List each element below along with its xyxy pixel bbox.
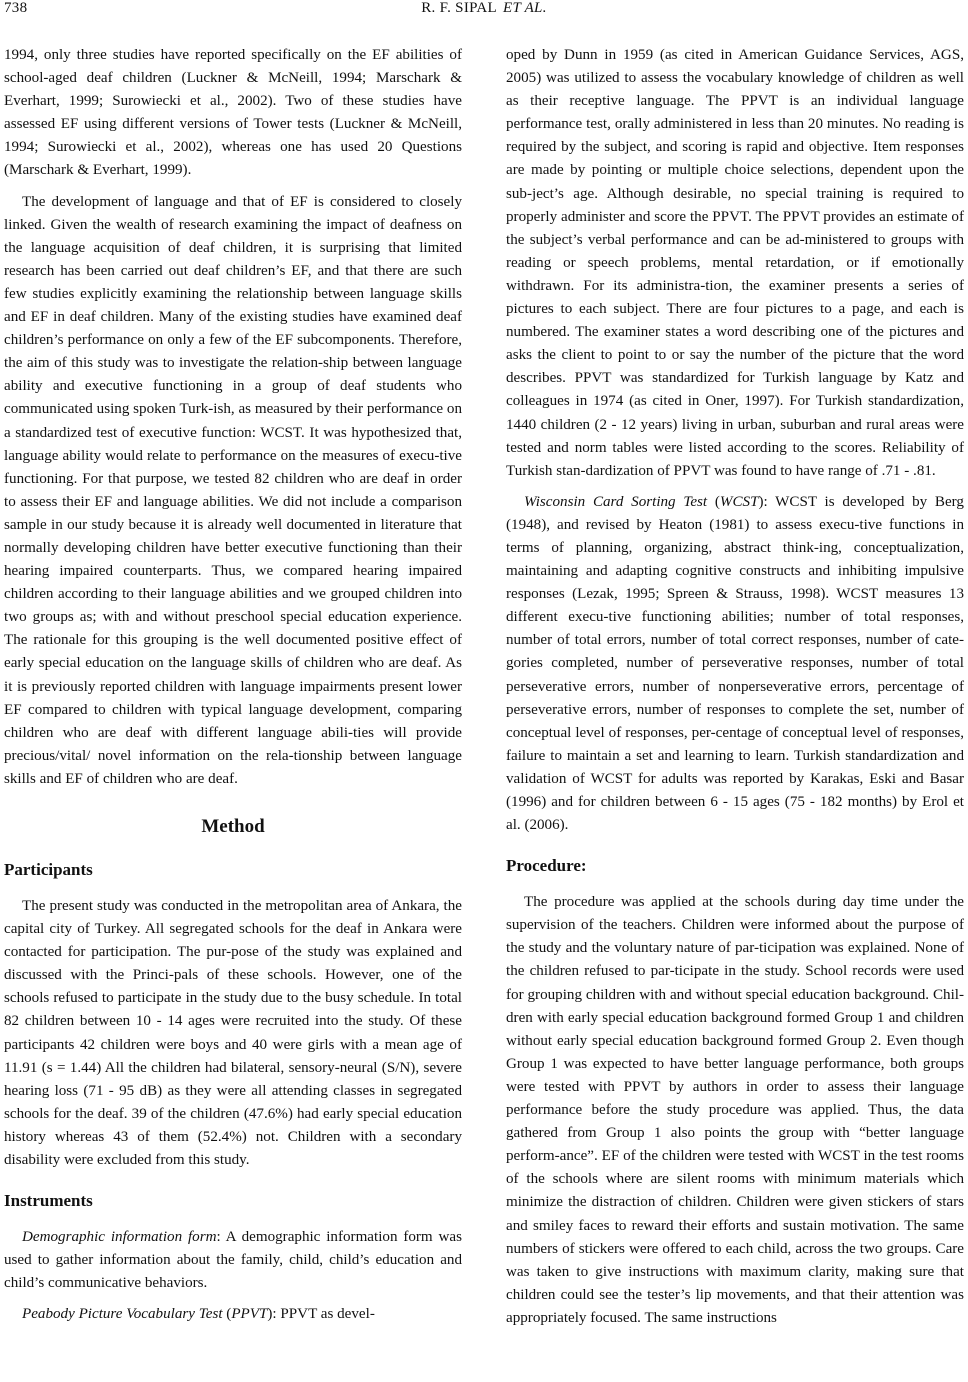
paragraph-procedure: The procedure was applied at the schools during day time under the supervision of the teachers. Children were informed about the purpose of the study and the voluntary nature of par-ticipation was explained. None of the children refused to par-ticipate in the study. School records were used for grouping children with and without special education background. Chil-dren with early special education background formed Group 1 and children without early special education background formed Group 2. Even though Group 1 was expected to have better language performance, both groups were tested with PPVT by authors in order to assess their language performance before the study procedure was applied. Thus, the data gathered from Group 1 also points the group with “better language perform-ance”. EF of the children were tested with WCST in the test rooms of the schools where are silent rooms with minimum materials which minimize the distraction of children. Children were given stickers of stars and smiley faces to reward their efforts and sustain motivation. The same numbers of stickers were offered to each child, across the two groups. Care was taken to give instructions with maximum clarity, making sure that children could see the tester’s lip movements, and that their attention was appropriately focused. The same instructions — [506, 894, 964, 1326]
wcst-abbr: WCST — [719, 493, 759, 510]
left-column — [4, 44, 462, 1335]
paragraph-ppvt-start — [4, 1303, 462, 1326]
author-etal: ET AL. — [502, 0, 547, 16]
author-name: R. F. SIPAL — [421, 0, 497, 16]
paragraph-wcst — [506, 491, 964, 837]
demographic-form-text: : A demographic information form was used to gather information about the family, child, child’s education and child’s communicative behaviors. — [4, 1229, 462, 1292]
participants-heading: Participants — [4, 860, 93, 879]
running-head-authors — [0, 0, 968, 17]
paragraph-ppvt-continued: oped by Dunn in 1959 (as cited in American Guidance Services, AGS, 2005) was utilized to assess the vocabulary knowledge of children as well as their receptive language. The PPVT is an individual language performance test, orally administered in less than 20 minutes. No reading is required by the subject, and scoring is rapid and objective. Item responses are made by pointing or multiple choice selections, dependent upon the sub-ject’s age. Although desirable, no special training is required to properly administer and score the PPVT. The PPVT provides an estimate of the subject’s verbal performance and can be ad-ministered to groups with reading or speech problems, mental retardation, or if emotionally withdrawn. For its administra-tion, the examiner presents a series of pictures to each subject. There are four pictures to a page, and each is numbered. The examiner states a word describing one of the pictures and asks the client to point to or say the number of the picture that the word describes. PPVT was standardized for Turkish language by Katz and colleagues in 1974 (as cited in Oner, 1997). For Turkish standardization, 1440 children (2 - 12 years) living in urban, suburban and rural areas were tested and norm tables were listed according to the scores. Reliability of Turkish stan-dardization of PPVT was found to have range of .71 - .81. — [506, 47, 964, 479]
method-heading: Method — [201, 816, 265, 837]
ppvt-title: Peabody Picture Vocabulary Test — [22, 1306, 223, 1323]
ppvt-abbr: PPVT — [231, 1306, 268, 1323]
wcst-text: ): WCST is developed by Berg (1948), and revised by Heaton (1981) to assess execu-tive functions in terms of planning, organizing, abstract think-ing, conceptualization, maintaining and adapting cognitive constructs and inhibiting impulsive responses (Lezak, 1995; Spreen & Strauss, 1998). WCST measures 13 different execu-tive functioning abilities; number of total responses, number of total errors, number of total correct responses, number of cate-gories completed, number of perseverative responses, number of total perseverative errors, number of nonperseverative errors, percentage of perseverative errors, number of responses to complete the set, number of conceptual level of responses, per-centage of conceptual level of responses, failure to maintain a set and learning to learn. Turkish standardization and validation of WCST for adults was reported by Karakas, Eski and Basar (1996) and for children between 6 - 15 ages (75 - 182 months) by Erol et al. (2006). — [506, 493, 964, 834]
procedure-heading: Procedure: — [506, 856, 587, 876]
ppvt-text-start: ): PPVT as devel- — [267, 1306, 375, 1323]
right-column — [506, 44, 964, 1338]
paren-open: ( — [707, 493, 720, 510]
page-number: 738 — [4, 0, 28, 16]
paragraph-participants: The present study was conducted in the metropolitan area of Ankara, the capital city of Turkey. All segregated schools for the deaf in Ankara were contacted for participation. The pur-pose of the study was explained and discussed with the Princi-pals of these schools. However, one of the schools refused to participate in the study due to the busy schedule. In total 82 children between 10 - 14 ages were recruited into the study. Of these participants 42 children were boys and 40 were girls with a mean age of 11.91 (s = 1.44) All the children had bilateral, sensory-neural (S/N), severe hearing loss (71 - 95 dB) as they were all attending classes in segregated schools for the deaf. 39 of the children (47.6%) had early special education history whereas 43 of them (52.4%) not. Children with a secondary disability were excluded from this study. — [4, 898, 462, 1169]
paren-open: ( — [222, 1306, 232, 1323]
paragraph-continuation: 1994, only three studies have reported specifically on the EF abilities of school-aged deaf children (Luckner & McNeill, 1994; Marschark & Everhart, 1999; Surowiecki et al., 2002). Two of these studies have assessed EF using different versions of Tower tests (Luckner & McNeill, 1994; Surowiecki et al., 2002), whereas one has used 20 Questions (Marschark & Everhart, 1999). — [4, 47, 462, 179]
demographic-form-title: Demographic information form — [22, 1229, 217, 1246]
paragraph-aim: The development of language and that of EF is considered to closely linked. Given the wealth of research examining the impact of deafness on the language acquisition of deaf children, it is surprising that limited research has been carried out deaf children’s EF, and that there are such few studies explicitly examining the relationship between language skills and EF in deaf children. Many of the existing studies have examined deaf children’s performance on only a few of the EF subcomponents. Therefore, the aim of this study was to investigate the relation-ship between language ability and executive functioning in a group of deaf students who communicated using spoken Turk-ish, as measured by their performance on a standardized test of executive function: WCST. It was hypothesized that, language ability would relate to performance on the measures of execu-tive functioning. For that purpose, we tested 82 children who are deaf in order to assess their EF and language abilities. We did not include a comparison sample in our study because it is already well documented in literature that normally developing children have better executive functioning than their hearing impaired counterparts. Thus, we compared hearing impaired children according to their language abilities and we grouped children into two groups as; with and without preschool special education experience. The rationale for this grouping is the well documented positive effect of early special education on the language skills of children who are deaf. As it is previously reported children with language impairments present lower EF compared to children with typical language development, comparing children who are deaf with different language abili-ties will provide precious/vital/ novel information on the rela-tionship between language skills and EF of children who are deaf. — [4, 193, 462, 787]
running-head — [0, 0, 968, 22]
instruments-heading: Instruments — [4, 1191, 93, 1211]
paragraph-demographic-form — [4, 1226, 462, 1295]
wcst-title: Wisconsin Card Sorting Test — [524, 493, 708, 510]
